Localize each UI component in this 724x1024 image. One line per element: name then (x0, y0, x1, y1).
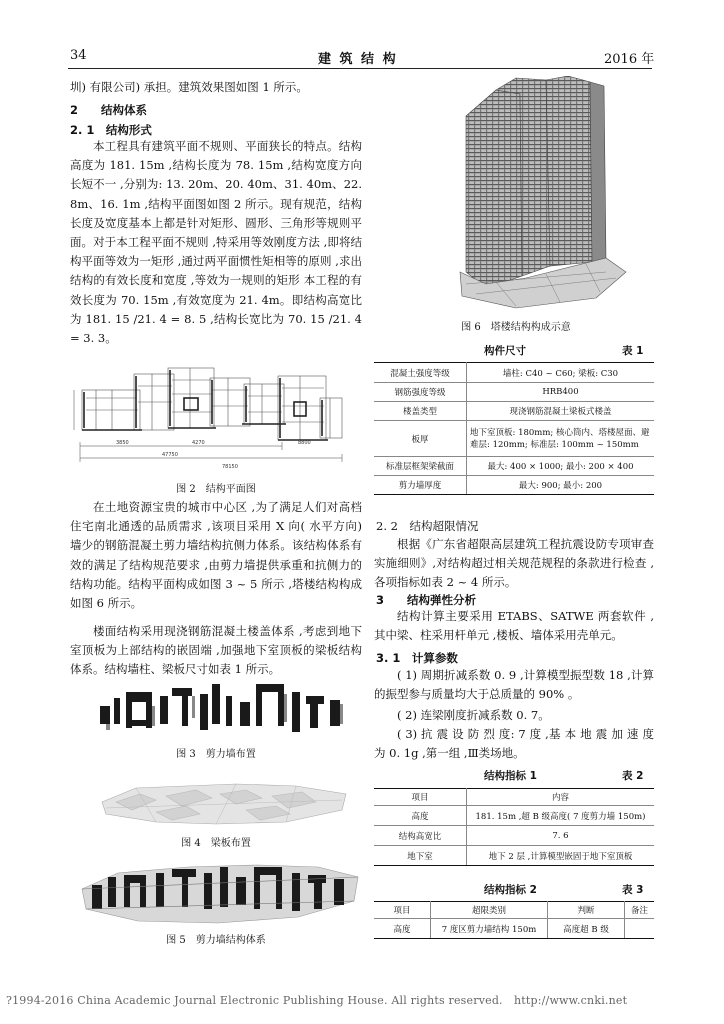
table-cell: 181. 15m ,超 B 级高度( 7 度剪力墙 150m) (467, 806, 655, 826)
table-cell: 结构高宽比 (374, 826, 467, 846)
table-header-cell: 项目 (374, 789, 467, 806)
paragraph-limits: 根据《广东省超限高层建筑工程抗震设防专项审查实施细则》,对结构超过相关规范规程的条款进行检查 ,各项指标如表 2 ~ 4 所示。 (374, 537, 654, 590)
table-cell: 混凝土强度等级 (374, 363, 467, 383)
table-cell: 高度超 B 级 (548, 919, 625, 939)
section-heading-2: 2 结构体系 (70, 103, 148, 117)
figure-6-caption: 图 6 塔楼结构构成示意 (461, 322, 571, 333)
dim-label: 47750 (162, 452, 178, 458)
figure-4-caption: 图 4 梁板布置 (181, 838, 251, 849)
paragraph-continued: 圳) 有限公司) 承担。建筑效果图如图 1 所示。 (70, 80, 308, 94)
structure-system-drawing (78, 855, 362, 929)
table-3 (374, 901, 654, 939)
table-header-cell: 判断 (548, 902, 625, 919)
table-row (374, 846, 654, 866)
table-1-number: 表 1 (622, 345, 644, 357)
dim-label: 3850 (116, 440, 129, 446)
table-cell: 钢筋强度等级 (374, 383, 467, 402)
table-header-cell: 超限类别 (431, 902, 548, 919)
copyright-footer: ?1994-2016 China Academic Journal Electronic Publishing House. All rights reserved. http://www.cnki.net (6, 994, 628, 1007)
page-number: 34 (70, 48, 87, 63)
section-heading-3: 3 结构弹性分析 (376, 593, 477, 607)
table-cell: 7 度区剪力墙结构 150m (431, 919, 548, 939)
table-cell: 7. 6 (467, 826, 655, 846)
table-row (374, 476, 654, 495)
floor-plan-drawing (72, 362, 354, 472)
table-cell: HRB400 (467, 383, 655, 402)
year: 2016 年 (604, 52, 655, 67)
table-cell: 剪力墙厚度 (374, 476, 467, 495)
table-cell: 地下 2 层 ,计算模型嵌固于地下室顶板 (467, 846, 655, 866)
table-row (374, 826, 654, 846)
table-3-title: 结构指标 2 (484, 884, 537, 896)
paragraph-param-1: ( 1) 周期折减系数 0. 9 ,计算模型振型数 18 ,计算的振型参与质量均大于总质量的 90% 。 (374, 668, 654, 702)
section-heading-2-2: 2. 2 结构超限情况 (376, 519, 479, 533)
table-cell: 地下室 (374, 846, 467, 866)
table-cell: 高度 (374, 919, 431, 939)
table-header-cell: 内容 (467, 789, 655, 806)
paragraph-param-2: ( 2) 连梁刚度折减系数 0. 7。 (397, 708, 550, 722)
journal-title: 建 筑 结 构 (318, 52, 398, 67)
table-1 (374, 362, 654, 495)
paragraph-software: 结构计算主要采用 ETABS、SATWE 两套软件 ,其中梁、柱采用杆单元 ,楼板、墙体采用壳单元。 (374, 609, 654, 643)
table-row (374, 806, 654, 826)
figure-2-caption: 图 2 结构平面图 (176, 484, 256, 495)
table-cell: 标准层框架梁截面 (374, 457, 467, 476)
paragraph-system: 在土地资源宝贵的城市中心区 ,为了满足人们对高档住宅南北通透的品质需求 ,该项目采用 X 向( 水平方向) 墙少的钢筋混凝土剪力墙结构抗侧力体系。该结构体系有效的满足了结构规范要求 ,由剪力墙提供承重和抗侧力的结构功能。结构平面构成如图 3 ~ 5 所示 ,塔楼结构构成如图 6 所示。 (70, 500, 362, 611)
table-cell: 最大: 400 × 1000; 最小: 200 × 400 (467, 457, 655, 476)
figure-3-caption: 图 3 剪力墙布置 (176, 749, 256, 760)
table-cell: 高度 (374, 806, 467, 826)
beam-slab-drawing (96, 780, 352, 828)
paragraph-param-3: ( 3) 抗 震 设 防 烈 度: 7 度 ,基 本 地 震 加 速 度 为 0. 1g ,第一组 ,Ⅲ类场地。 (374, 727, 654, 761)
table-2-number: 表 2 (622, 770, 644, 782)
table-header-cell: 备注 (625, 902, 655, 919)
table-row (374, 363, 654, 383)
dim-label: 8800 (298, 440, 311, 446)
table-header-row (374, 902, 654, 919)
paragraph-structure-form: 本工程具有建筑平面不规则、平面狭长的特点。结构高度为 181. 15m ,结构长度为 78. 15m ,结构宽度方向长短不一 ,分别为: 13. 20m、20. 40m、31. 40m、22. 8m、16. 1m ,结构平面图如图 2 所示。现有规范，结构长度及宽度基本上都是针对矩形、圆形、三角形等规则平面。对于本工程平面不规则 ,特采用等效刚度方法 ,即将结构平面等效为一矩形 ,通过两平面惯性矩相等的原则 ,求出结构的有效长度和宽度 ,等效为一规则的矩形 本工程的有效长度为 70. 15m ,有效宽度为 21. 4m。即结构高宽比为 181. 15 /21. 4 = 8. 5 ,结构长宽比为 70. 15 /21. 4 = 3. 3。 (70, 139, 362, 346)
table-cell: 地下室顶板: 180mm; 核心筒内、塔楼屋面、避难层: 120mm; 标准层: 100mm ~ 150mm (467, 421, 655, 457)
table-row (374, 421, 654, 457)
header-rule (68, 68, 652, 69)
table-cell: 楼盖类型 (374, 402, 467, 421)
tower-structure-drawing (456, 76, 628, 312)
table-cell: 最大: 900; 最小: 200 (467, 476, 655, 495)
figure-5-caption: 图 5 剪力墙结构体系 (166, 935, 266, 946)
section-heading-2-1: 2. 1 结构形式 (70, 123, 152, 137)
dim-label: 78150 (222, 464, 238, 470)
table-1-title: 构件尺寸 (484, 345, 526, 357)
dim-label: 4270 (192, 440, 205, 446)
table-cell: 墙柱: C40 ~ C60; 梁板: C30 (467, 363, 655, 383)
table-cell: 现浇钢筋混凝土梁板式楼盖 (467, 402, 655, 421)
table-row (374, 402, 654, 421)
table-2-title: 结构指标 1 (484, 770, 537, 782)
paragraph-floor: 楼面结构采用现浇钢筋混凝土楼盖体系 ,考虑到地下室顶板为上部结构的嵌固端 ,加强地下室顶板的梁板结构体系。结构墙柱、梁板尺寸如表 1 所示。 (70, 624, 362, 677)
table-cell (625, 919, 655, 939)
table-row (374, 457, 654, 476)
shear-wall-drawing (96, 676, 352, 740)
table-2 (374, 788, 654, 866)
table-cell: 板厚 (374, 421, 467, 457)
table-header-row (374, 789, 654, 806)
table-row (374, 383, 654, 402)
table-row (374, 919, 654, 939)
table-3-number: 表 3 (622, 884, 644, 896)
table-header-cell: 项目 (374, 902, 431, 919)
section-heading-3-1: 3. 1 计算参数 (376, 651, 458, 665)
